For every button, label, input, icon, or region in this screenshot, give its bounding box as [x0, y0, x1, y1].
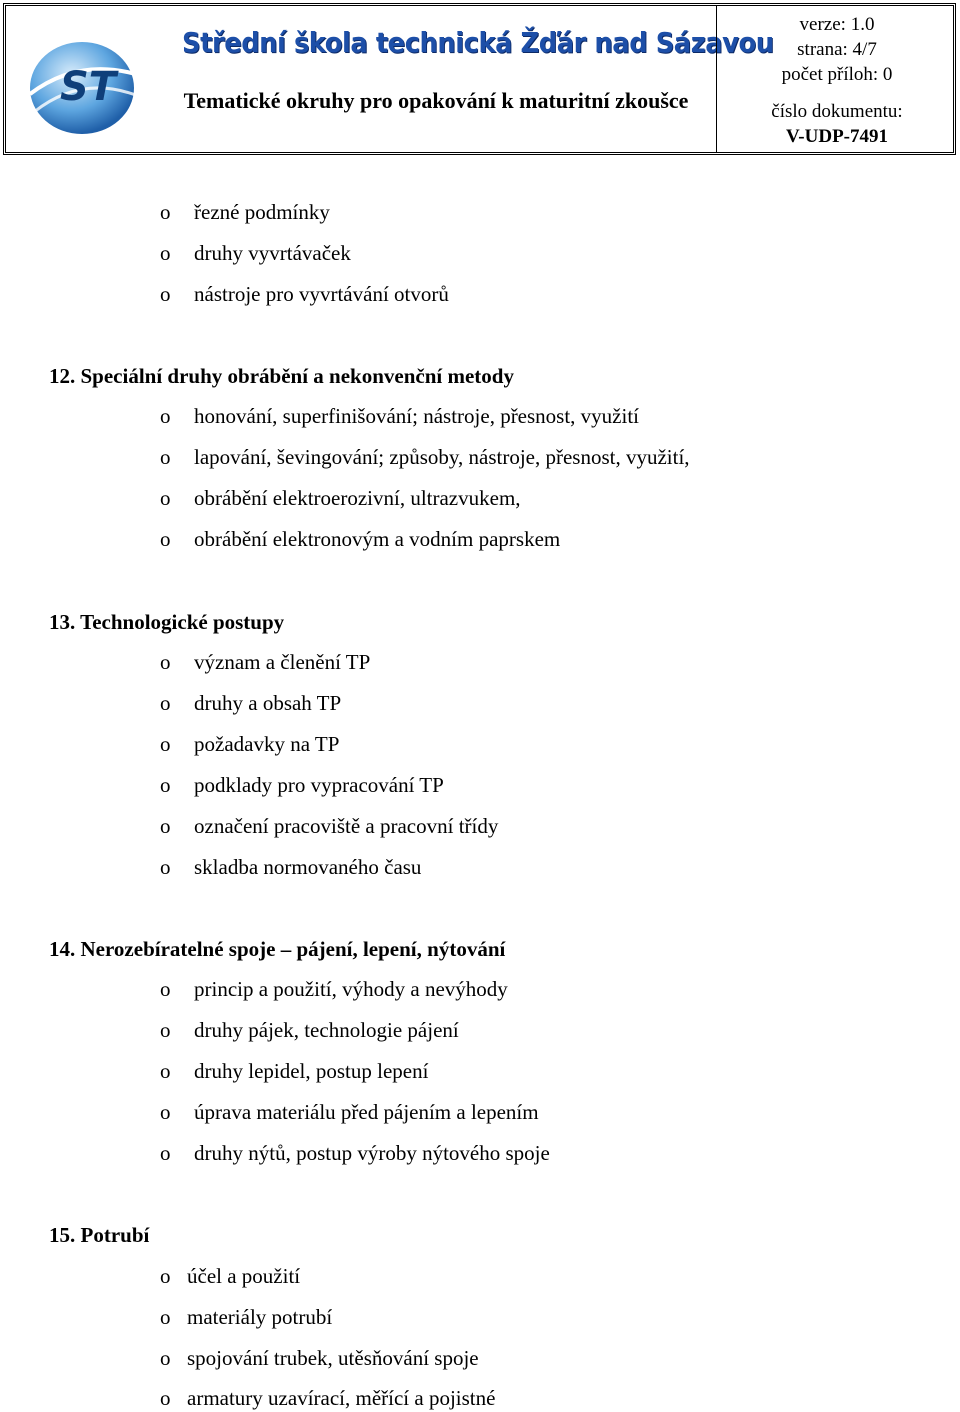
svg-text:ST: ST	[60, 64, 117, 110]
document-title: Tematické okruhy pro opakování k maturitní zkoušce	[183, 88, 689, 113]
doc-number: V-UDP-7491	[785, 126, 888, 147]
page-number: strana: 4/7	[797, 39, 877, 60]
list-item: o druhy lepidel, postup lepení	[160, 1059, 429, 1083]
list-item: o obrábění elektronovým a vodním paprskem	[160, 527, 561, 551]
list-item: o skladba normovaného času	[160, 855, 422, 879]
list-item: o podklady pro vypracování TP	[160, 773, 444, 797]
list-item: o materiály potrubí	[160, 1305, 333, 1329]
list-item: o druhy a obsah TP	[160, 691, 342, 715]
list-item: o řezné podmínky	[160, 200, 330, 224]
list-item: o honování, superfinišování; nástroje, přesnost, využití	[160, 404, 640, 428]
header-divider	[716, 6, 717, 152]
list-item: o úprava materiálu před pájením a lepením	[160, 1100, 539, 1124]
list-item: o význam a členění TP	[160, 650, 371, 674]
list-item: o požadavky na TP	[160, 732, 340, 756]
school-name: Střední škola technická Žďár nad Sázavou	[182, 26, 774, 59]
list-item: o armatury uzavírací, měřící a pojistné	[160, 1386, 496, 1410]
school-logo	[20, 16, 150, 146]
version: verze: 1.0	[799, 14, 875, 35]
list-item: o lapování, ševingování; způsoby, nástroje, přesnost, využití,	[160, 445, 690, 469]
list-item: o princip a použití, výhody a nevýhody	[160, 977, 508, 1001]
list-item: o druhy nýtů, postup výroby nýtového spoje	[160, 1141, 550, 1165]
section-heading: 14. Nerozebíratelné spoje – pájení, lepení, nýtování	[49, 937, 506, 961]
list-item: o spojování trubek, utěsňování spoje	[160, 1346, 479, 1370]
list-item: o nástroje pro vyvrtávání otvorů	[160, 282, 449, 306]
list-item: o účel a použití	[160, 1264, 301, 1288]
section-heading: 13. Technologické postupy	[49, 610, 285, 634]
list-item: o druhy vyvrtávaček	[160, 241, 351, 265]
section-heading: 12. Speciální druhy obrábění a nekonvenční metody	[49, 364, 514, 388]
section-heading: 15. Potrubí	[49, 1223, 150, 1247]
document-meta	[718, 12, 956, 149]
list-item: o obrábění elektroerozivní, ultrazvukem,	[160, 486, 521, 510]
doc-number-label: číslo dokumentu:	[771, 101, 903, 122]
document-header	[3, 3, 956, 155]
list-item: o druhy pájek, technologie pájení	[160, 1018, 459, 1042]
attachments-count: počet příloh: 0	[781, 64, 893, 85]
list-item: o označení pracoviště a pracovní třídy	[160, 814, 499, 838]
